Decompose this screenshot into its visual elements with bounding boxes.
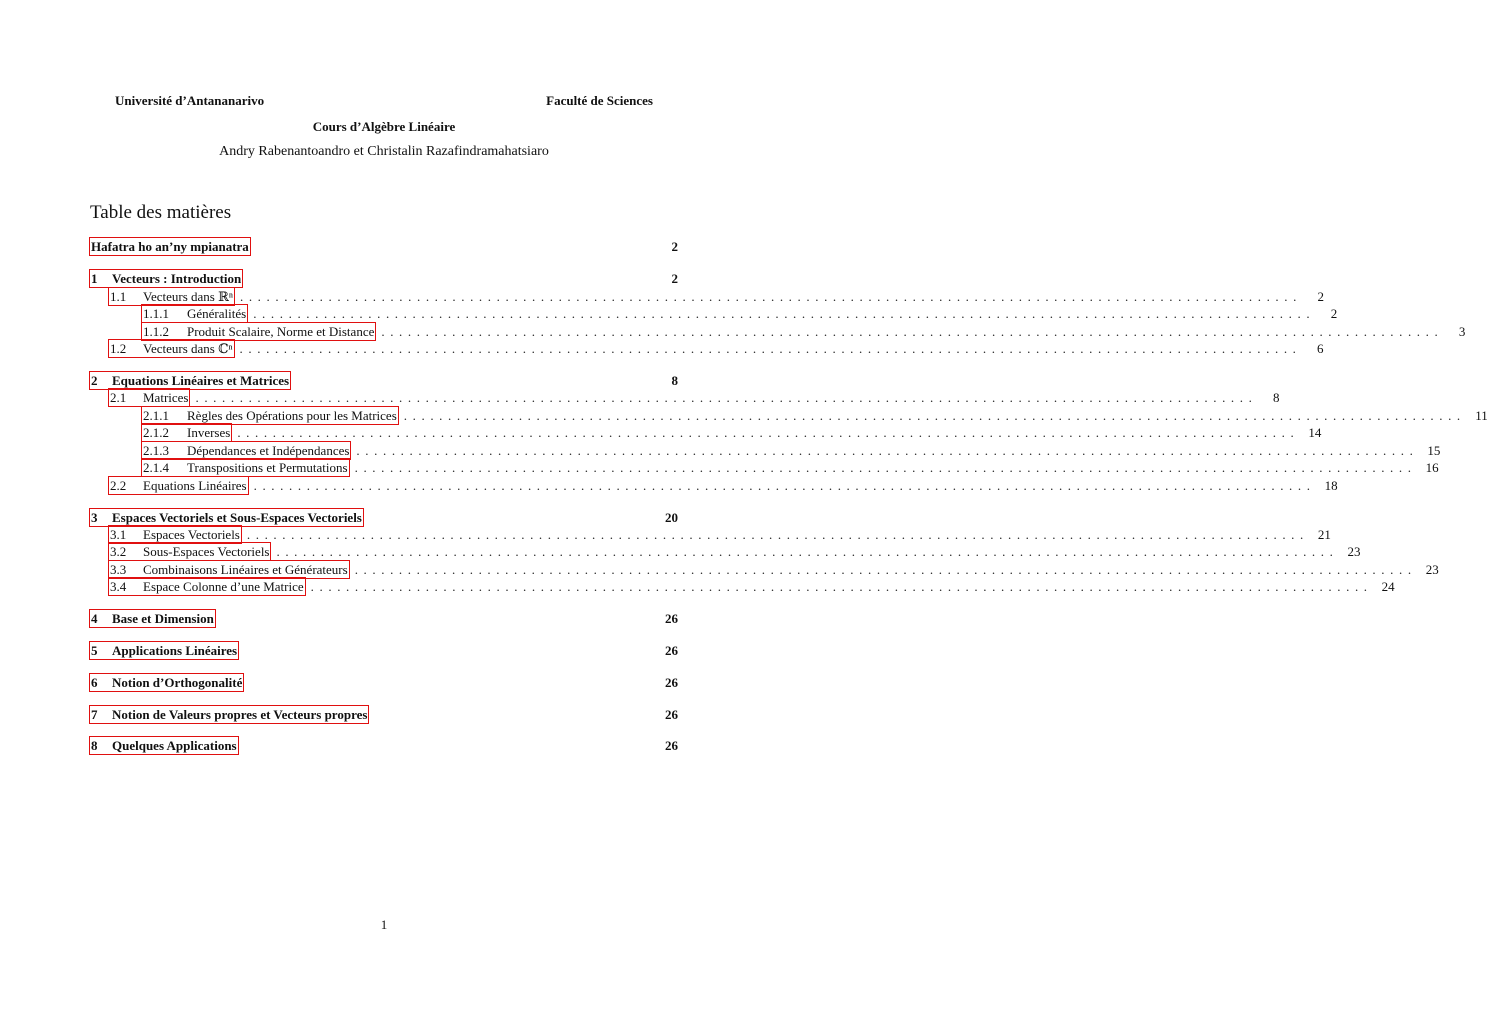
toc-entry-title: Produit Scalaire, Norme et Distance [187, 324, 375, 339]
authors: Andry Rabenantoandro et Christalin Razafindramahatsiaro [219, 144, 549, 159]
toc-entry-number: 3.2 [110, 544, 127, 559]
toc-entry-section [90, 477, 1338, 494]
toc-entry-number: 5 [91, 643, 98, 658]
toc-link[interactable] [109, 526, 241, 543]
toc-link[interactable] [90, 509, 363, 526]
toc-page-number: 23 [1347, 544, 1361, 559]
toc-entry-title: Matrices [143, 390, 189, 405]
toc-entry-title: Hafatra ho an’ny mpianatra [91, 239, 249, 254]
toc-entry-chapter [90, 610, 678, 627]
toc-entry-number: 6 [91, 675, 98, 690]
toc-entry-title: Quelques Applications [112, 738, 237, 753]
toc-link[interactable] [142, 442, 350, 459]
toc-entry-section [90, 389, 1280, 406]
toc-entry-number: 1.1 [110, 289, 127, 304]
toc-entry-title: Dépendances et Indépendances [187, 443, 350, 458]
toc-entry-number: 2.1.3 [143, 443, 169, 458]
course-title: Cours d’Algèbre Linéaire [312, 119, 456, 134]
toc-entry-title: Equations Linéaires et Matrices [112, 373, 290, 388]
toc-entry-number: 1.2 [110, 341, 127, 356]
toc-page-number: 14 [1308, 425, 1322, 440]
toc-link[interactable] [109, 543, 270, 560]
toc-entry-title: Base et Dimension [112, 611, 214, 626]
toc-entry-number: 7 [91, 707, 98, 722]
toc-entry-number: 4 [91, 611, 98, 626]
toc-page-number: 3 [1458, 324, 1466, 339]
toc-page-number: 8 [1272, 390, 1280, 405]
toc-page-number: 23 [1425, 562, 1439, 577]
university-name: Université d’Antananarivo [115, 93, 265, 108]
toc-link[interactable] [142, 305, 247, 322]
toc-entry-subsection [90, 459, 1439, 476]
toc-page-number: 21 [1317, 527, 1331, 542]
page-number: 1 [380, 917, 388, 932]
toc-entry-subsection [90, 442, 1441, 459]
toc-link[interactable] [142, 323, 375, 340]
toc-page-number: 2 [671, 239, 678, 254]
toc-entry-chapter [90, 737, 678, 754]
toc-page-number: 26 [665, 738, 678, 753]
toc-link[interactable] [90, 737, 238, 754]
toc-page-number: 16 [1425, 460, 1439, 475]
toc-page-number: 6 [1317, 341, 1324, 356]
toc-entry-chapter [90, 270, 678, 287]
toc-entry-title: Espaces Vectoriels [143, 527, 240, 542]
toc-link[interactable] [90, 238, 250, 255]
toc-entry-title: Règles des Opérations pour les Matrices [187, 408, 397, 423]
toc-page-number: 18 [1324, 478, 1338, 493]
toc-entry-subsection [90, 305, 1338, 322]
toc-link[interactable] [109, 477, 248, 494]
dot-leader: ........................................................................................................................ [354, 460, 1417, 475]
toc-page-number: 26 [665, 707, 678, 722]
toc-entry-number: 2 [91, 373, 98, 388]
dot-leader: ........................................................................................................................ [239, 289, 1302, 304]
toc-page-number: 11 [1475, 408, 1488, 423]
toc-page-number: 2 [1317, 289, 1324, 304]
toc-link[interactable] [142, 424, 231, 441]
toc-entry-title: Espaces Vectoriels et Sous-Espaces Vectoriels [112, 510, 362, 525]
faculty-name: Faculté de Sciences [546, 93, 653, 108]
toc-entry-title: Inverses [187, 425, 231, 440]
toc-link[interactable] [90, 372, 290, 389]
dot-leader: ........................................................................................................................ [253, 478, 1316, 493]
toc-page-number: 8 [671, 373, 678, 388]
toc-entry-number: 3.1 [110, 527, 127, 542]
toc-entry-title: Sous-Espaces Vectoriels [143, 544, 270, 559]
toc-entry-number: 8 [91, 738, 98, 753]
toc-entry-title: Vecteurs : Introduction [112, 271, 242, 286]
toc-link[interactable] [109, 561, 349, 578]
toc-page-number: 2 [671, 271, 678, 286]
toc-entry-chapter [90, 642, 678, 659]
toc-entry-section [90, 526, 1331, 543]
toc-link[interactable] [90, 270, 242, 287]
toc-entry-number: 2.2 [110, 478, 127, 493]
toc-link[interactable] [109, 340, 234, 357]
toc-entry-title: Transpositions et Permutations [187, 460, 348, 475]
toc-entry-chapter [90, 674, 678, 691]
toc-entry-title: Equations Linéaires [143, 478, 247, 493]
toc-entry-title: Combinaisons Linéaires et Générateurs [143, 562, 348, 577]
toc-entry-section [90, 561, 1439, 578]
toc-entry-title: Vecteurs dans ℂⁿ [143, 341, 233, 356]
toc-entry-number: 1.1.1 [143, 306, 169, 321]
dot-leader: ........................................................................................................................ [276, 544, 1339, 559]
toc-link[interactable] [90, 642, 238, 659]
toc-link[interactable] [90, 706, 368, 723]
toc-page-number: 2 [1330, 306, 1338, 321]
dot-leader: ........................................................................................................................ [246, 527, 1309, 542]
toc-link[interactable] [90, 610, 215, 627]
toc-entry-section [90, 340, 1324, 357]
toc-entry-number: 1.1.2 [143, 324, 169, 339]
dot-leader: ........................................................................................................................ [253, 306, 1316, 321]
toc-entry-title: Généralités [187, 306, 247, 321]
toc-page-number: 24 [1381, 579, 1395, 594]
toc-page-number: 26 [665, 675, 678, 690]
toc-link[interactable] [142, 459, 349, 476]
toc-link[interactable] [109, 288, 234, 305]
dot-leader: ........................................................................................................................ [356, 443, 1419, 458]
toc-entry-number: 2.1 [110, 390, 127, 405]
toc-page-number: 20 [665, 510, 678, 525]
toc-entry-chapter [90, 706, 678, 723]
toc-entry-number: 3.4 [110, 579, 127, 594]
toc-entry-number: 2.1.4 [143, 460, 169, 475]
toc-entry-title: Notion de Valeurs propres et Vecteurs propres [112, 707, 368, 722]
toc-entry-title: Vecteurs dans ℝⁿ [143, 289, 233, 304]
toc-entry-section [90, 578, 1395, 595]
toc-link[interactable] [109, 389, 189, 406]
toc-page-number: 26 [665, 611, 678, 626]
toc-entry-number: 3.3 [110, 562, 127, 577]
dot-leader: ........................................................................................................................ [354, 562, 1417, 577]
toc-entry-number: 2.1.2 [143, 425, 169, 440]
toc-entry-subsection [90, 424, 1322, 441]
toc-entry-number: 3 [91, 510, 98, 525]
toc-entry-chapter [90, 372, 678, 389]
toc-entry-section [90, 288, 1324, 305]
toc-entry-number: 2.1.1 [143, 408, 169, 423]
dot-leader: ........................................................................................................................ [195, 390, 1258, 405]
toc-entry-number: 1 [91, 271, 98, 286]
toc-entry-chapter [90, 509, 678, 526]
toc-page-number: 26 [665, 643, 678, 658]
toc-page-number: 15 [1427, 443, 1441, 458]
toc-entry-subsection [90, 323, 1466, 340]
toc-entry-subsection [90, 407, 1488, 424]
toc-entry-title: Notion d’Orthogonalité [112, 675, 243, 690]
dot-leader: ........................................................................................................................ [381, 324, 1444, 339]
dot-leader: ........................................................................................................................ [403, 408, 1466, 423]
toc-link[interactable] [90, 674, 243, 691]
dot-leader: ........................................................................................................................ [237, 425, 1300, 440]
toc-entry-title: Applications Linéaires [112, 643, 238, 658]
toc-link[interactable] [142, 407, 398, 424]
toc-entry-title: Espace Colonne d’une Matrice [143, 579, 304, 594]
toc-link[interactable] [109, 578, 305, 595]
toc-entry-preface [90, 238, 678, 255]
dot-leader: ........................................................................................................................ [310, 579, 1373, 594]
dot-leader: ........................................................................................................................ [239, 341, 1302, 356]
toc-entry-section [90, 543, 1361, 560]
toc-heading: Table des matières [90, 202, 232, 223]
